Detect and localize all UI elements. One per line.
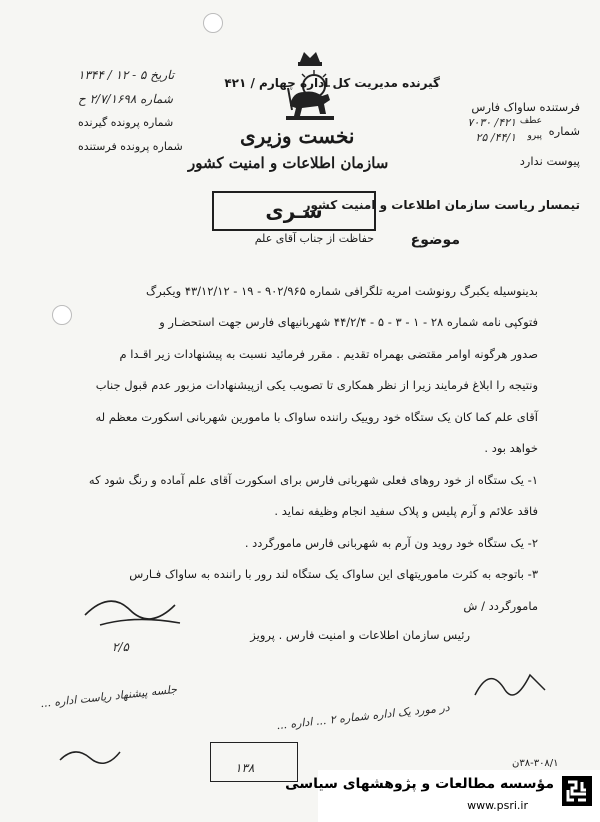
recipient-header: گیرنده مدیریت کل اداره چهارم / ۴۲۱ xyxy=(224,76,440,90)
body-line: ۱- یک ستگاه از خود روهای فعلی شهربانی فارس برای اسکورت آقای علم آماده و رنگ شود که xyxy=(88,473,538,487)
institute-url[interactable]: www.psri.ir xyxy=(467,799,528,812)
body-line: ونتیجه را ابلاغ فرمایند زیرا از نظر همکاری تا تصویب یکی ازپیشنهادات مزبور عدم قبول جناب xyxy=(95,378,538,392)
ref-value: ۴۲۱/ ۷۰۳۰ xyxy=(467,116,516,129)
body-line: فتوکپی نامه شماره ۲۸ - ۱ - ۳ - ۵ - ۴۴/۲/۴ شهربانیهای فارس جهت استحضـار و xyxy=(159,315,538,329)
institute-logo-icon xyxy=(562,776,592,806)
sender-header: فرستنده ساواک فارس xyxy=(471,100,580,114)
body-line: ۳- باتوجه به کثرت ماموریتهای این ساواک یک ستگاه لند رور با راننده به ساواک فـارس xyxy=(129,567,538,581)
secret-stamp: سـری xyxy=(212,191,376,231)
prime-ministry-title: نخست وزیری xyxy=(240,124,355,148)
body-line: بدینوسیله یکبرگ رونوشت امریه تلگرافی شماره ۹۰۲/۹۶۵ - ۱۹ - ۴۳/۱۲/۱۲ ویکبرگ xyxy=(145,284,538,298)
agency-title: سازمان اطلاعات و امنیت کشور xyxy=(188,154,389,172)
handwritten-mark xyxy=(55,740,125,770)
body-line: مامورگردد / ش xyxy=(463,599,538,613)
ref-label: عطف xyxy=(519,116,542,126)
subject-label: موضوع xyxy=(410,232,460,248)
handwritten-note-left: جلسه پیشنهاد ریاست اداره ... xyxy=(39,682,178,711)
archive-code: ۳۸-۳۰۸/۱ن xyxy=(512,758,559,769)
follow-value: ۴۴/۱/ ۲۵ xyxy=(475,131,516,144)
date-line: تاریخ ۵ - ۱۲ / ۱۳۴۴ xyxy=(78,68,175,82)
signature-line: رئیس سازمان اطلاعات و امنیت فارس . پرویز xyxy=(250,628,470,642)
body-line: فاقد علائم و آرم پلیس و پلاک سفید انجام وظیفه نماید . xyxy=(274,504,538,518)
body-line: آقای علم کما کان یک ستگاه خود روییک راننده ساواک با مامورین شهربانی اسکورت معظم له xyxy=(95,410,538,424)
body-line: خواهد بود . xyxy=(484,441,538,455)
body-line: ۲- یک ستگاه خود روید ون آرم به شهربانی فارس مامورگردد . xyxy=(244,536,538,550)
subject-text: حفاظت از جناب آقای علم xyxy=(254,232,374,245)
number-line: شماره ۲/۷/۱۶۹۸ ح xyxy=(78,92,173,106)
punch-hole-top xyxy=(203,13,223,33)
recipient-line: تیمسار ریاست سازمان اطلاعات و امنیت کشور xyxy=(303,198,580,212)
institute-name: مؤسسه مطالعات و پژوهشهای سیاسی xyxy=(285,776,554,792)
handwritten-note-right: در مورد یک اداره شماره ۲ ... اداره ... xyxy=(275,700,451,733)
handwritten-signature xyxy=(80,585,190,635)
body-line: صدور هرگونه اوامر مقتضی بهمراه تقدیم . مقرر فرمائید نسبت به پیشنهادات زیر اقـدا م xyxy=(119,347,538,361)
handwritten-fraction: ۲/۵ xyxy=(112,640,129,654)
number-label: شماره xyxy=(548,124,580,138)
handwritten-initials xyxy=(470,660,550,710)
registry-stamp-number: ۱۳۸ xyxy=(235,761,255,775)
attachment-line: پیوست ندارد xyxy=(519,154,580,168)
recipient-file-label: شماره پرونده گیرنده xyxy=(78,116,174,129)
sender-file-label: شماره پرونده فرستنده xyxy=(78,140,183,153)
follow-label: پیرو xyxy=(527,131,542,141)
